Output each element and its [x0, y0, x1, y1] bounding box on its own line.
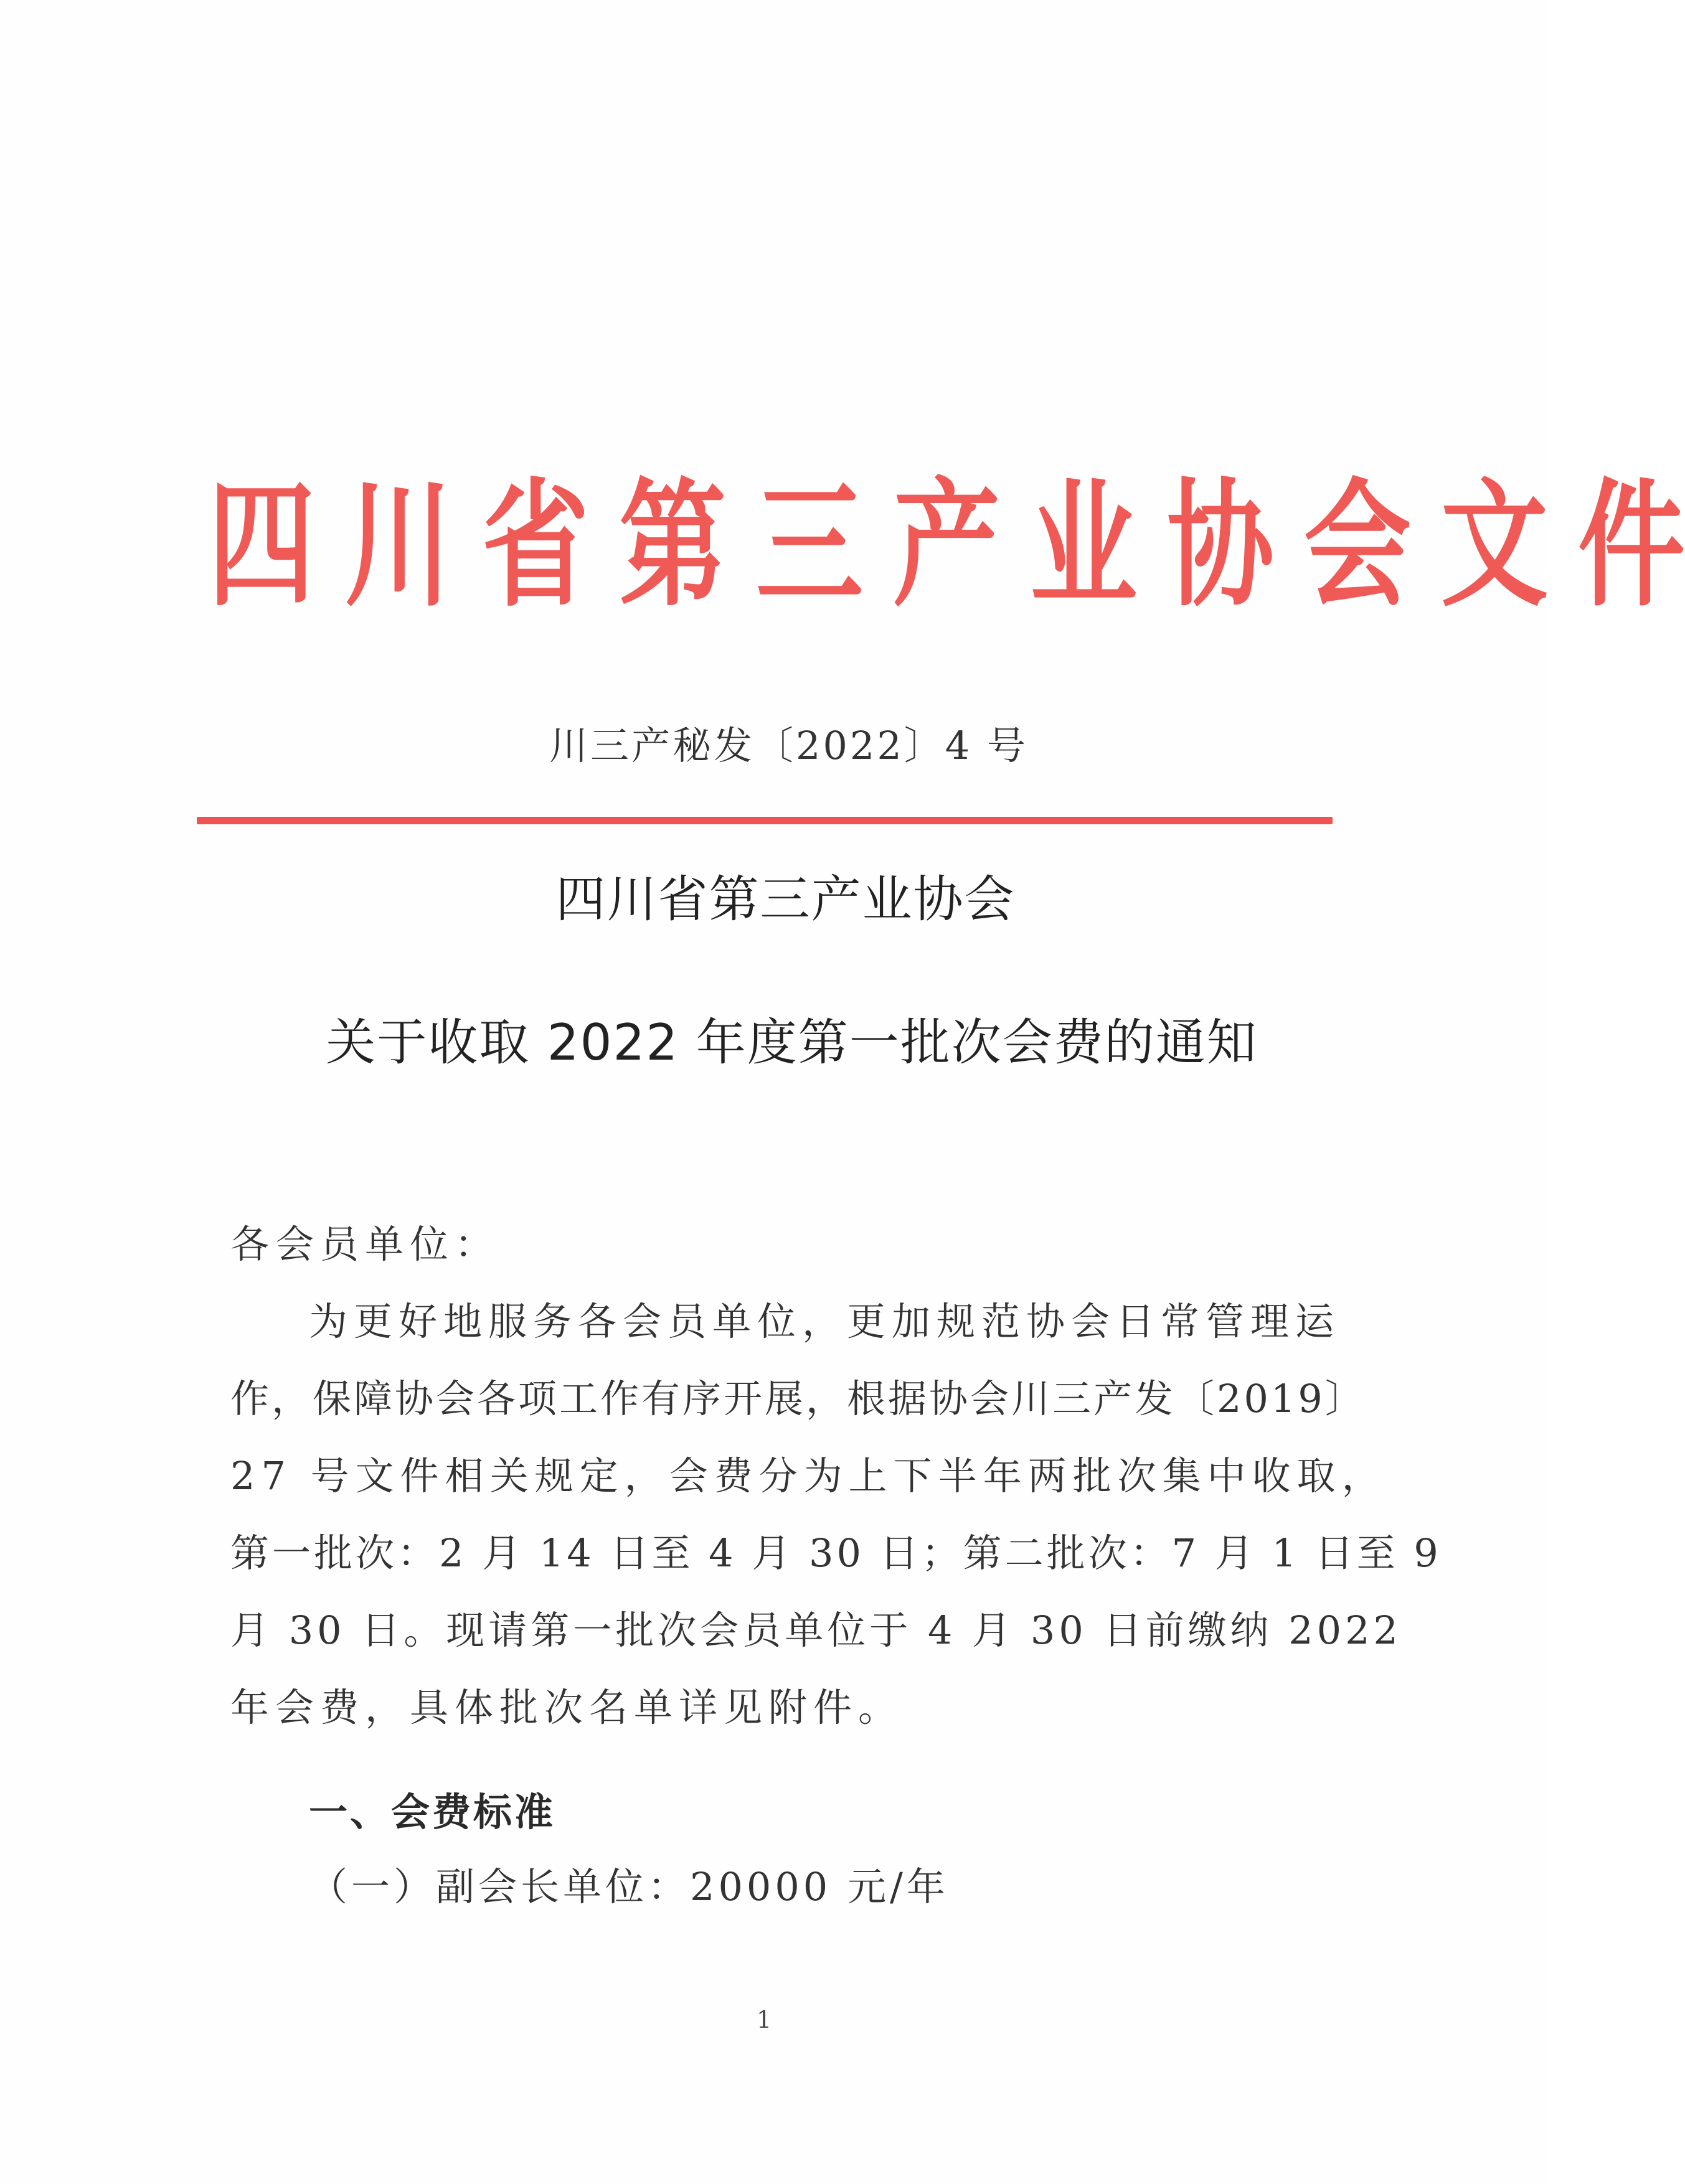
masthead-char: 三 — [756, 464, 863, 625]
masthead-char: 件 — [1578, 464, 1685, 625]
masthead-char: 文 — [1441, 464, 1548, 625]
red-divider-rule — [197, 817, 1333, 824]
body-line: 第一批次：2 月 14 日至 4 月 30 日；第二批次：7 月 1 日至 9 — [230, 1530, 1442, 1576]
masthead-char: 业 — [1030, 464, 1137, 625]
masthead-char: 四 — [208, 464, 315, 625]
masthead-char: 川 — [345, 464, 452, 625]
masthead-char: 第 — [619, 464, 726, 625]
section-heading-fee-standard: 一、会费标准 — [309, 1789, 556, 1835]
fee-item-vice-president: （一）副会长单位：20000 元/年 — [309, 1864, 949, 1909]
notice-title: 关于收取 2022 年度第一批次会费的通知 — [326, 1014, 1258, 1071]
document-number: 川三产秘发〔2022〕4 号 — [549, 723, 1028, 768]
issuer-name: 四川省第三产业协会 — [555, 870, 1016, 928]
body-line: 为更好地服务各会员单位，更加规范协会日常管理运 — [309, 1299, 1341, 1344]
masthead-char: 协 — [1167, 464, 1274, 625]
masthead-char: 省 — [482, 464, 589, 625]
masthead-title — [193, 454, 1685, 635]
body-line: 作，保障协会各项工作有序开展，根据协会川三产发〔2019〕 — [230, 1376, 1366, 1421]
body-line: 27 号文件相关规定，会费分为上下半年两批次集中收取， — [230, 1453, 1387, 1499]
masthead-char: 会 — [1304, 464, 1411, 625]
body-line: 年会费，具体批次名单详见附件。 — [230, 1685, 904, 1730]
page-number: 1 — [757, 2006, 772, 2033]
masthead-char: 产 — [893, 464, 1000, 625]
salutation: 各会员单位： — [230, 1221, 500, 1267]
body-line: 月 30 日。现请第一批次会员单位于 4 月 30 日前缴纳 2022 — [230, 1607, 1402, 1653]
